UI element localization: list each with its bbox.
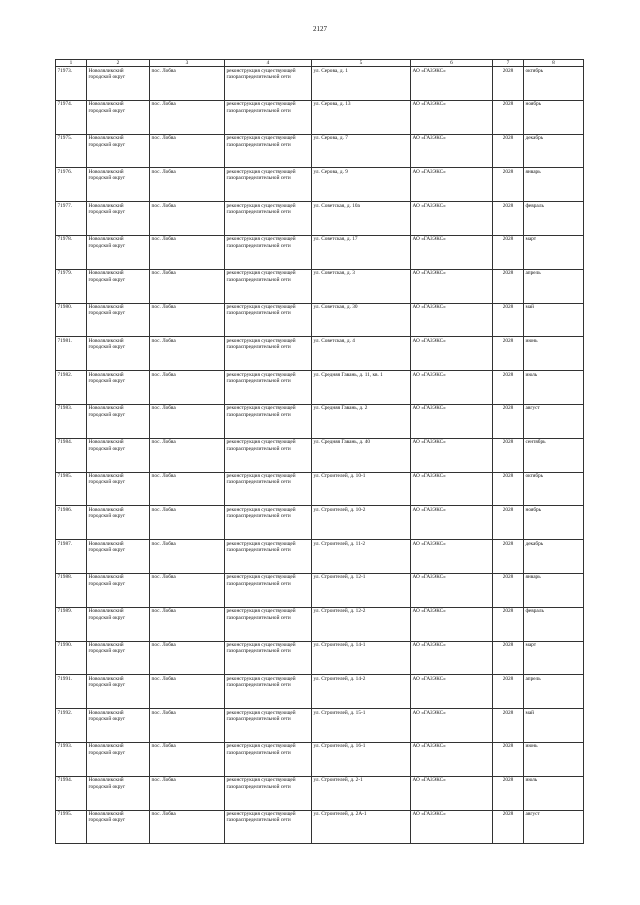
address-cell: ул. Строителей, д. 10-1 (312, 472, 411, 506)
row-number-cell: 71976. (56, 168, 87, 202)
settlement-cell: пос. Лобва (150, 235, 225, 269)
organization-cell: АО «ГАЗЭКС» (411, 438, 493, 472)
year-cell: 2028 (493, 269, 524, 303)
settlement-cell: пос. Лобва (150, 168, 225, 202)
table-row (56, 641, 584, 675)
month-cell: сентябрь (524, 438, 584, 472)
column-header: 7 (493, 60, 524, 67)
month-cell: июль (524, 371, 584, 405)
table-row (56, 67, 584, 101)
year-cell: 2028 (493, 776, 524, 810)
settlement-cell: пос. Лобва (150, 202, 225, 236)
row-number-cell: 71984. (56, 438, 87, 472)
table-row (56, 404, 584, 438)
settlement-cell: пос. Лобва (150, 134, 225, 168)
address-cell: ул. Строителей, д. 2-1 (312, 776, 411, 810)
month-cell: ноябрь (524, 100, 584, 134)
row-number-cell: 71987. (56, 540, 87, 574)
month-cell: декабрь (524, 540, 584, 574)
table-row (56, 438, 584, 472)
row-number-cell: 71980. (56, 303, 87, 337)
district-cell: Новоляликский городской округ (87, 404, 150, 438)
work-type-cell: реконструкция существующей газораспределительной сети (225, 100, 312, 134)
organization-cell: АО «ГАЗЭКС» (411, 810, 493, 844)
row-number-cell: 71986. (56, 506, 87, 540)
month-cell: июнь (524, 337, 584, 371)
table-row (56, 472, 584, 506)
address-cell: ул. Строителей, д. 10-2 (312, 506, 411, 540)
month-cell: январь (524, 168, 584, 202)
organization-cell: АО «ГАЗЭКС» (411, 675, 493, 709)
year-cell: 2028 (493, 168, 524, 202)
work-type-cell: реконструкция существующей газораспределительной сети (225, 709, 312, 743)
month-cell: апрель (524, 675, 584, 709)
organization-cell: АО «ГАЗЭКС» (411, 607, 493, 641)
year-cell: 2028 (493, 573, 524, 607)
year-cell: 2028 (493, 371, 524, 405)
month-cell: декабрь (524, 134, 584, 168)
district-cell: Новоляликский городской округ (87, 810, 150, 844)
settlement-cell: пос. Лобва (150, 641, 225, 675)
table-row (56, 134, 584, 168)
work-type-cell: реконструкция существующей газораспределительной сети (225, 235, 312, 269)
table-row (56, 506, 584, 540)
work-type-cell: реконструкция существующей газораспределительной сети (225, 371, 312, 405)
address-cell: ул. Строителей, д. 15-1 (312, 709, 411, 743)
organization-cell: АО «ГАЗЭКС» (411, 168, 493, 202)
month-cell: октябрь (524, 67, 584, 101)
month-cell: октябрь (524, 472, 584, 506)
work-type-cell: реконструкция существующей газораспределительной сети (225, 776, 312, 810)
district-cell: Новоляликский городской округ (87, 742, 150, 776)
district-cell: Новоляликский городской округ (87, 641, 150, 675)
table-row (56, 776, 584, 810)
settlement-cell: пос. Лобва (150, 675, 225, 709)
settlement-cell: пос. Лобва (150, 303, 225, 337)
work-type-cell: реконструкция существующей газораспределительной сети (225, 269, 312, 303)
address-cell: ул. Средняя Гавань, д. 2 (312, 404, 411, 438)
settlement-cell: пос. Лобва (150, 269, 225, 303)
work-type-cell: реконструкция существующей газораспределительной сети (225, 337, 312, 371)
work-type-cell: реконструкция существующей газораспределительной сети (225, 675, 312, 709)
settlement-cell: пос. Лобва (150, 438, 225, 472)
organization-cell: АО «ГАЗЭКС» (411, 269, 493, 303)
settlement-cell: пос. Лобва (150, 506, 225, 540)
column-header: 6 (411, 60, 493, 67)
address-cell: ул. Строителей, д. 12-1 (312, 573, 411, 607)
month-cell: март (524, 235, 584, 269)
work-type-cell: реконструкция существующей газораспределительной сети (225, 202, 312, 236)
month-cell: июнь (524, 742, 584, 776)
work-type-cell: реконструкция существующей газораспределительной сети (225, 506, 312, 540)
row-number-cell: 71973. (56, 67, 87, 101)
row-number-cell: 71974. (56, 100, 87, 134)
month-cell: ноябрь (524, 506, 584, 540)
organization-cell: АО «ГАЗЭКС» (411, 235, 493, 269)
year-cell: 2028 (493, 742, 524, 776)
settlement-cell: пос. Лобва (150, 472, 225, 506)
year-cell: 2028 (493, 202, 524, 236)
table-row (56, 168, 584, 202)
address-cell: ул. Строителей, д. 2А-1 (312, 810, 411, 844)
settlement-cell: пос. Лобва (150, 709, 225, 743)
district-cell: Новоляликский городской округ (87, 202, 150, 236)
work-type-cell: реконструкция существующей газораспределительной сети (225, 67, 312, 101)
district-cell: Новоляликский городской округ (87, 506, 150, 540)
table-row (56, 269, 584, 303)
address-cell: ул. Строителей, д. 14-2 (312, 675, 411, 709)
month-cell: февраль (524, 202, 584, 236)
organization-cell: АО «ГАЗЭКС» (411, 202, 493, 236)
month-cell: август (524, 810, 584, 844)
table-row (56, 202, 584, 236)
work-type-cell: реконструкция существующей газораспределительной сети (225, 404, 312, 438)
year-cell: 2028 (493, 641, 524, 675)
district-cell: Новоляликский городской округ (87, 438, 150, 472)
settlement-cell: пос. Лобва (150, 100, 225, 134)
table-header-row (56, 60, 584, 67)
table-row (56, 573, 584, 607)
address-cell: ул. Строителей, д. 12-2 (312, 607, 411, 641)
work-type-cell: реконструкция существующей газораспределительной сети (225, 472, 312, 506)
work-type-cell: реконструкция существующей газораспределительной сети (225, 303, 312, 337)
address-cell: ул. Строителей, д. 14-1 (312, 641, 411, 675)
column-header: 3 (150, 60, 225, 67)
work-type-cell: реконструкция существующей газораспределительной сети (225, 573, 312, 607)
address-cell: ул. Серова, д. 7 (312, 134, 411, 168)
year-cell: 2028 (493, 472, 524, 506)
page-number: 2127 (313, 25, 327, 33)
settlement-cell: пос. Лобва (150, 337, 225, 371)
table-row (56, 742, 584, 776)
organization-cell: АО «ГАЗЭКС» (411, 303, 493, 337)
table-row (56, 371, 584, 405)
month-cell: февраль (524, 607, 584, 641)
year-cell: 2028 (493, 675, 524, 709)
row-number-cell: 71994. (56, 776, 87, 810)
work-type-cell: реконструкция существующей газораспределительной сети (225, 168, 312, 202)
column-header: 8 (524, 60, 584, 67)
work-type-cell: реконструкция существующей газораспределительной сети (225, 134, 312, 168)
organization-cell: АО «ГАЗЭКС» (411, 134, 493, 168)
organization-cell: АО «ГАЗЭКС» (411, 641, 493, 675)
district-cell: Новоляликский городской округ (87, 168, 150, 202)
year-cell: 2028 (493, 337, 524, 371)
row-number-cell: 71992. (56, 709, 87, 743)
year-cell: 2028 (493, 709, 524, 743)
month-cell: август (524, 404, 584, 438)
address-cell: ул. Серова, д. 9 (312, 168, 411, 202)
table-row (56, 540, 584, 574)
row-number-cell: 71981. (56, 337, 87, 371)
work-type-cell: реконструкция существующей газораспределительной сети (225, 810, 312, 844)
table-row (56, 607, 584, 641)
work-type-cell: реконструкция существующей газораспределительной сети (225, 742, 312, 776)
organization-cell: АО «ГАЗЭКС» (411, 67, 493, 101)
work-type-cell: реконструкция существующей газораспределительной сети (225, 641, 312, 675)
month-cell: январь (524, 573, 584, 607)
table-row (56, 709, 584, 743)
table-row (56, 810, 584, 844)
row-number-cell: 71993. (56, 742, 87, 776)
address-cell: ул. Строителей, д. 11-2 (312, 540, 411, 574)
settlement-cell: пос. Лобва (150, 810, 225, 844)
year-cell: 2028 (493, 607, 524, 641)
year-cell: 2028 (493, 810, 524, 844)
row-number-cell: 71977. (56, 202, 87, 236)
district-cell: Новоляликский городской округ (87, 371, 150, 405)
address-cell: ул. Советская, д. 30 (312, 303, 411, 337)
column-header: 2 (87, 60, 150, 67)
district-cell: Новоляликский городской округ (87, 709, 150, 743)
table-row (56, 235, 584, 269)
row-number-cell: 71989. (56, 607, 87, 641)
month-cell: май (524, 303, 584, 337)
row-number-cell: 71991. (56, 675, 87, 709)
month-cell: май (524, 709, 584, 743)
settlement-cell: пос. Лобва (150, 540, 225, 574)
organization-cell: АО «ГАЗЭКС» (411, 506, 493, 540)
address-cell: ул. Советская, д. 10а (312, 202, 411, 236)
settlement-cell: пос. Лобва (150, 371, 225, 405)
district-cell: Новоляликский городской округ (87, 100, 150, 134)
settlement-cell: пос. Лобва (150, 67, 225, 101)
table-row (56, 675, 584, 709)
organization-cell: АО «ГАЗЭКС» (411, 100, 493, 134)
row-number-cell: 71983. (56, 404, 87, 438)
organization-cell: АО «ГАЗЭКС» (411, 337, 493, 371)
month-cell: март (524, 641, 584, 675)
settlement-cell: пос. Лобва (150, 742, 225, 776)
settlement-cell: пос. Лобва (150, 573, 225, 607)
year-cell: 2028 (493, 303, 524, 337)
row-number-cell: 71990. (56, 641, 87, 675)
year-cell: 2028 (493, 67, 524, 101)
year-cell: 2028 (493, 404, 524, 438)
year-cell: 2028 (493, 506, 524, 540)
month-cell: апрель (524, 269, 584, 303)
district-cell: Новоляликский городской округ (87, 337, 150, 371)
district-cell: Новоляликский городской округ (87, 540, 150, 574)
month-cell: июль (524, 776, 584, 810)
column-header: 4 (225, 60, 312, 67)
year-cell: 2028 (493, 134, 524, 168)
address-cell: ул. Советская, д. 3 (312, 269, 411, 303)
organization-cell: АО «ГАЗЭКС» (411, 540, 493, 574)
row-number-cell: 71979. (56, 269, 87, 303)
table-row (56, 100, 584, 134)
row-number-cell: 71988. (56, 573, 87, 607)
address-cell: ул. Советская, д. 4 (312, 337, 411, 371)
work-type-cell: реконструкция существующей газораспределительной сети (225, 540, 312, 574)
table-row (56, 303, 584, 337)
district-cell: Новоляликский городской округ (87, 269, 150, 303)
column-header: 1 (56, 60, 87, 67)
address-cell: ул. Серова, д. 13 (312, 100, 411, 134)
address-cell: ул. Строителей, д. 16-1 (312, 742, 411, 776)
district-cell: Новоляликский городской округ (87, 303, 150, 337)
organization-cell: АО «ГАЗЭКС» (411, 404, 493, 438)
address-cell: ул. Серова, д. 1 (312, 67, 411, 101)
address-cell: ул. Советская, д. 17 (312, 235, 411, 269)
work-type-cell: реконструкция существующей газораспределительной сети (225, 438, 312, 472)
year-cell: 2028 (493, 540, 524, 574)
row-number-cell: 71985. (56, 472, 87, 506)
row-number-cell: 71975. (56, 134, 87, 168)
address-cell: ул. Средняя Гавань, д. 11, кв. 1 (312, 371, 411, 405)
address-cell: ул. Средняя Гавань, д. 40 (312, 438, 411, 472)
district-cell: Новоляликский городской округ (87, 472, 150, 506)
schedule-table (55, 59, 584, 844)
district-cell: Новоляликский городской округ (87, 607, 150, 641)
year-cell: 2028 (493, 438, 524, 472)
organization-cell: АО «ГАЗЭКС» (411, 371, 493, 405)
district-cell: Новоляликский городской округ (87, 67, 150, 101)
settlement-cell: пос. Лобва (150, 404, 225, 438)
organization-cell: АО «ГАЗЭКС» (411, 776, 493, 810)
district-cell: Новоляликский городской округ (87, 134, 150, 168)
table-row (56, 337, 584, 371)
work-type-cell: реконструкция существующей газораспределительной сети (225, 607, 312, 641)
settlement-cell: пос. Лобва (150, 607, 225, 641)
year-cell: 2028 (493, 100, 524, 134)
district-cell: Новоляликский городской округ (87, 573, 150, 607)
district-cell: Новоляликский городской округ (87, 235, 150, 269)
year-cell: 2028 (493, 235, 524, 269)
row-number-cell: 71982. (56, 371, 87, 405)
organization-cell: АО «ГАЗЭКС» (411, 709, 493, 743)
organization-cell: АО «ГАЗЭКС» (411, 573, 493, 607)
organization-cell: АО «ГАЗЭКС» (411, 472, 493, 506)
column-header: 5 (312, 60, 411, 67)
row-number-cell: 71978. (56, 235, 87, 269)
district-cell: Новоляликский городской округ (87, 675, 150, 709)
row-number-cell: 71995. (56, 810, 87, 844)
settlement-cell: пос. Лобва (150, 776, 225, 810)
district-cell: Новоляликский городской округ (87, 776, 150, 810)
organization-cell: АО «ГАЗЭКС» (411, 742, 493, 776)
